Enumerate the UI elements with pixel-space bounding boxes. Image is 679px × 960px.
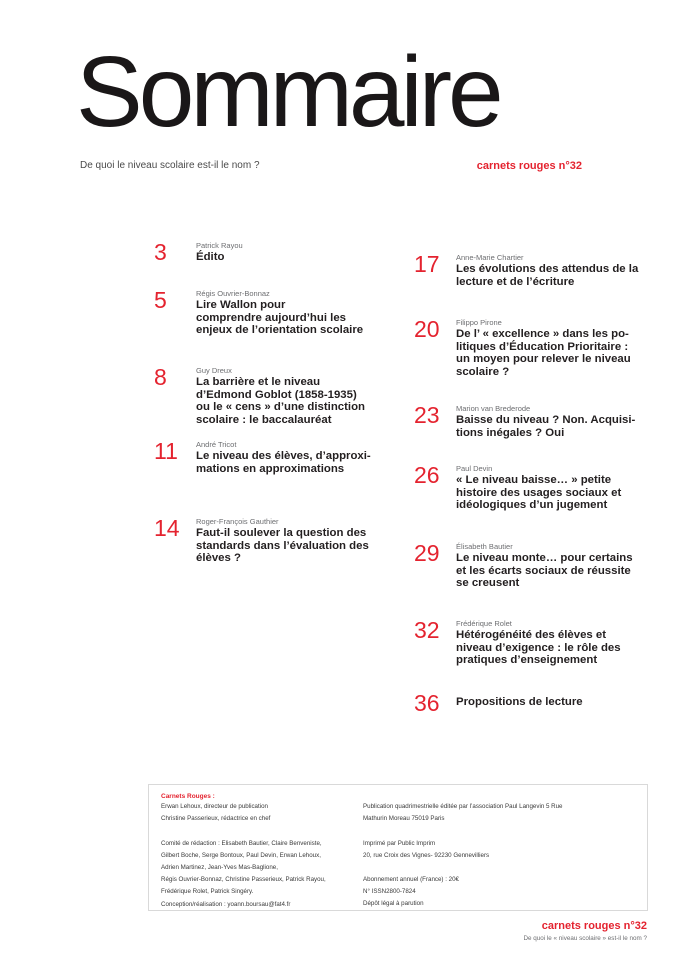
issue-brand: carnets rouges n°32	[476, 160, 582, 172]
article-title	[456, 328, 631, 378]
article-title	[196, 251, 224, 264]
credit-line: Abonnement annuel (France) : 20€	[363, 876, 459, 883]
page-number: 14	[154, 515, 180, 541]
article-author: Anne-Marie Chartier	[456, 253, 524, 262]
credit-line: N° ISSN2800-7824	[363, 888, 416, 895]
page-number: 5	[154, 287, 167, 313]
article-title-line: Le niveau des élèves, d’approxi-	[196, 450, 371, 462]
article-title	[456, 552, 633, 590]
article-title-line: Propositions de lecture	[456, 696, 583, 708]
page-number: 23	[414, 402, 440, 428]
page-title: Sommaire	[76, 36, 500, 148]
article-author: Marion van Brederode	[456, 404, 531, 413]
article-title-line: lecture et de l’écriture	[456, 275, 575, 288]
credit-line: Frédérique Rolet, Patrick Singéry.	[161, 888, 254, 895]
article-title-line: scolaire ?	[456, 365, 510, 378]
article-title-line: Hétérogénéité des élèves et	[456, 629, 607, 641]
article-title	[196, 299, 363, 337]
article-title-line: pratiques d’enseignement	[456, 654, 598, 667]
page-number: 32	[414, 617, 440, 643]
article-title-line: mations en approximations	[196, 462, 345, 475]
credit-line: Régis Ouvrier-Bonnaz, Christine Passerieux, Patrick Rayou,	[161, 876, 326, 883]
credit-line: Dépôt légal à parution	[363, 900, 424, 907]
footer-subtitle: De quoi le « niveau scolaire » est-il le nom ?	[523, 935, 647, 942]
credit-line: 20, rue Croix des Vignes- 92230 Gennevilliers	[363, 852, 490, 859]
credit-line: Conception/réalisation : yoann.boursau@fat4.fr	[161, 901, 291, 908]
article-title	[456, 263, 638, 288]
credit-line: Mathurin Moreau 75019 Paris	[363, 815, 445, 822]
page-number: 11	[154, 438, 178, 464]
credit-line: Comité de rédaction : Elisabeth Bautier, Claire Benveniste,	[161, 840, 322, 847]
article-title-line: histoire des usages sociaux et	[456, 486, 622, 499]
article-title-line: De l’ « excellence » dans les po-	[456, 328, 629, 340]
article-title-line: Faut-il soulever la question des	[196, 527, 367, 539]
article-title	[196, 376, 365, 426]
page-number: 29	[414, 540, 440, 566]
article-author: Patrick Rayou	[196, 241, 243, 250]
article-title-line: « Le niveau baisse… » petite	[456, 474, 612, 486]
page-number: 17	[414, 251, 440, 277]
article-title-line: standards dans l’évaluation des	[196, 539, 369, 552]
article-title-line: se creusent	[456, 577, 520, 590]
article-author: Paul Devin	[456, 464, 493, 473]
article-title-line: litiques d’Éducation Prioritaire :	[456, 340, 629, 353]
page-number: 26	[414, 462, 440, 488]
credit-line: Christine Passerieux, rédactrice en chef	[161, 815, 271, 822]
article-title-line: Édito	[196, 251, 225, 263]
credit-line: Adrien Martinez, Jean-Yves Mas-Baglione,	[161, 864, 278, 871]
page-number: 3	[154, 239, 167, 265]
article-title-line: Les évolutions des attendus de la	[456, 263, 639, 275]
article-author: Régis Ouvrier-Bonnaz	[196, 289, 270, 298]
article-title-line: scolaire : le baccalauréat	[196, 413, 332, 426]
article-title	[456, 696, 583, 709]
credit-line: Imprimé par Public Imprim	[363, 840, 436, 847]
page-subtitle: De quoi le niveau scolaire est-il le nom ?	[80, 160, 260, 171]
article-title-line: idéologiques d’un jugement	[456, 499, 608, 512]
credit-line: Gilbert Boche, Serge Bontoux, Paul Devin, Erwan Lehoux,	[161, 852, 321, 859]
article-title-line: et les écarts sociaux de réussite	[456, 564, 631, 577]
article-title-line: Lire Wallon pour	[196, 299, 286, 311]
credit-line: Publication quadrimestrielle éditée par l’association Paul Langevin 5 Rue	[363, 803, 563, 810]
article-title-line: Le niveau monte… pour certains	[456, 552, 633, 564]
article-title	[196, 527, 369, 565]
article-title-line: d’Edmond Goblot (1858-1935)	[196, 388, 357, 401]
article-author: André Tricot	[196, 440, 237, 449]
article-title-line: élèves ?	[196, 552, 241, 565]
article-author: Élisabeth Bautier	[456, 542, 513, 551]
article-author: Roger-François Gauthier	[196, 517, 279, 526]
article-title	[456, 414, 635, 439]
footer-brand: carnets rouges n°32	[541, 920, 647, 932]
article-title	[456, 629, 621, 667]
article-title-line: enjeux de l’orientation scolaire	[196, 324, 364, 337]
article-author: Filippo Pirone	[456, 318, 502, 327]
article-title	[456, 474, 621, 512]
credits-box	[148, 784, 648, 911]
article-title	[196, 450, 371, 475]
article-title-line: comprendre aujourd’hui les	[196, 311, 347, 324]
page-number: 36	[414, 690, 440, 716]
page-number: 20	[414, 316, 440, 342]
article-author: Guy Dreux	[196, 366, 232, 375]
article-title-line: Baisse du niveau ? Non. Acquisi-	[456, 414, 636, 426]
article-title-line: ou le « cens » d’une distinction	[196, 401, 365, 414]
article-title-line: La barrière et le niveau	[196, 376, 321, 388]
article-author: Frédérique Rolet	[456, 619, 512, 628]
article-title-line: niveau d’exigence : le rôle des	[456, 641, 621, 654]
page-number: 8	[154, 364, 167, 390]
credit-line: Erwan Lehoux, directeur de publication	[161, 803, 268, 810]
credits-label: Carnets Rouges :	[161, 793, 215, 800]
article-title-line: un moyen pour relever le niveau	[456, 353, 631, 366]
article-title-line: tions inégales ? Oui	[456, 426, 565, 439]
